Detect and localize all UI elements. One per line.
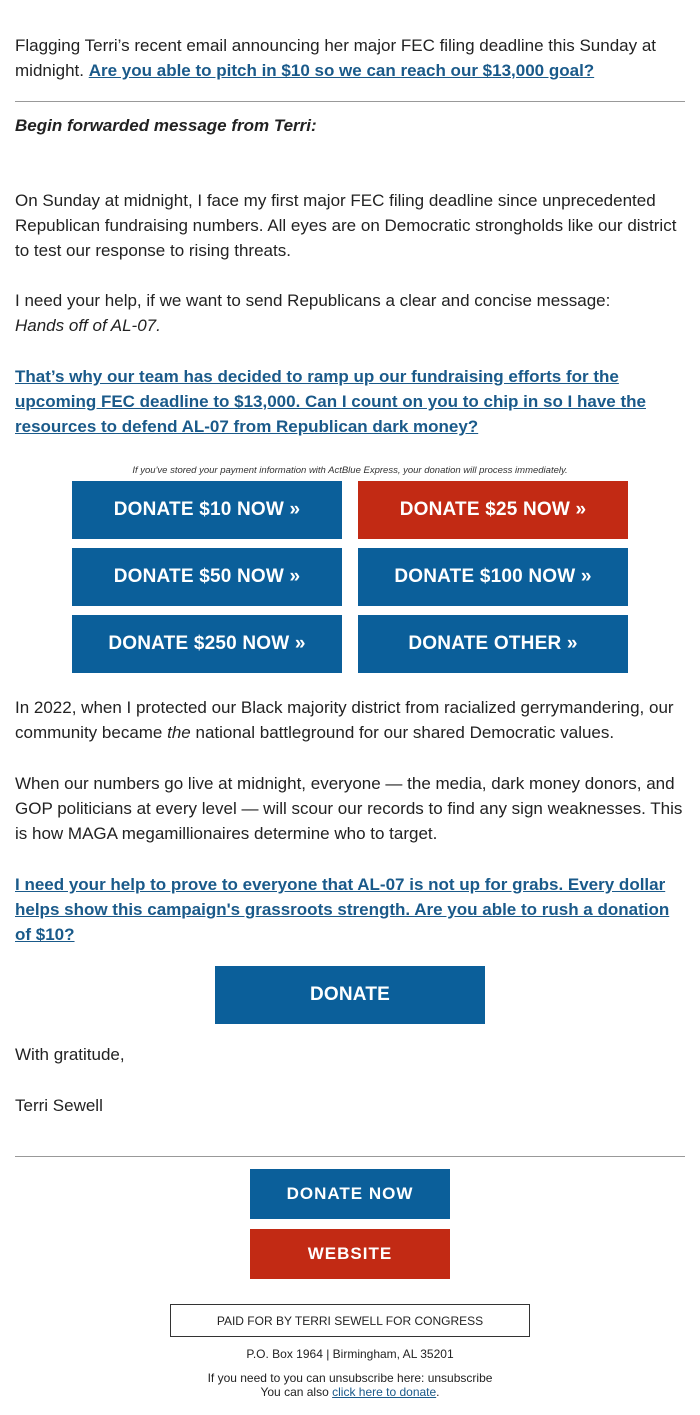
footer-also bbox=[0, 1385, 700, 1399]
footer-also-suffix: . bbox=[436, 1385, 440, 1399]
paid-for-disclaimer: PAID FOR BY TERRI SEWELL FOR CONGRESS bbox=[170, 1304, 530, 1337]
divider-top bbox=[15, 101, 685, 102]
footer-unsubscribe: If you need to you can unsubscribe here: unsubscribe bbox=[207, 1371, 493, 1385]
paragraph-link-fundraising bbox=[15, 364, 687, 439]
paragraph-2022 bbox=[15, 695, 687, 745]
paragraph-help-text: I need your help, if we want to send Republicans a clear and concise message: bbox=[15, 291, 611, 310]
donate-50-button[interactable]: DONATE $50 NOW » bbox=[72, 548, 342, 606]
paragraph-2022-after: national battleground for our shared Democratic values. bbox=[190, 723, 615, 742]
forward-heading: Begin forwarded message from Terri: bbox=[15, 116, 317, 135]
donate-10-button[interactable]: DONATE $10 NOW » bbox=[72, 481, 342, 539]
footer-also-prefix: You can also bbox=[260, 1385, 329, 1399]
intro-paragraph bbox=[15, 33, 687, 83]
divider-bottom bbox=[15, 1156, 685, 1157]
signoff: With gratitude, bbox=[15, 1045, 125, 1064]
footer-donate-link[interactable]: click here to donate bbox=[332, 1385, 437, 1399]
paragraph-help-emphasis: Hands off of AL-07. bbox=[15, 316, 161, 335]
intro-donate-link[interactable]: Are you able to pitch in $10 so we can reach our $13,000 goal? bbox=[88, 61, 595, 80]
donate-main-button[interactable]: DONATE bbox=[215, 966, 485, 1024]
paragraph-link-grassroots bbox=[15, 872, 687, 947]
intro-text: Flagging Terri’s recent email announcing her major FEC filing deadline this Sunday at midnight. bbox=[15, 36, 657, 80]
paragraph-numbers: When our numbers go live at midnight, everyone — the media, dark money donors, and GOP politicians at every level — will scour our records to find any sign weaknesses. This is how MAGA megamillionaires determine who to target. bbox=[15, 774, 683, 843]
footer-address: P.O. Box 1964 | Birmingham, AL 35201 bbox=[246, 1347, 454, 1361]
fundraising-link[interactable]: That’s why our team has decided to ramp up our fundraising efforts for the upcoming FEC deadline to $13,000. Can I count on you to chip in so I have the resources to defend AL-07 from Republican dark money? bbox=[15, 367, 646, 436]
donate-100-button[interactable]: DONATE $100 NOW » bbox=[358, 548, 628, 606]
paragraph-2022-em: the bbox=[167, 723, 191, 742]
donate-25-button[interactable]: DONATE $25 NOW » bbox=[358, 481, 628, 539]
footer-website-button[interactable]: WEBSITE bbox=[250, 1229, 450, 1279]
paragraph-2022-before: In 2022, when I protected our Black majority district from racialized gerrymandering, our community became bbox=[15, 698, 674, 742]
donate-250-button[interactable]: DONATE $250 NOW » bbox=[72, 615, 342, 673]
signature: Terri Sewell bbox=[15, 1096, 103, 1115]
footer-donate-now-button[interactable]: DONATE NOW bbox=[250, 1169, 450, 1219]
actblue-note: If you've stored your payment information with ActBlue Express, your donation will process immediately. bbox=[132, 465, 568, 476]
grassroots-link[interactable]: I need your help to prove to everyone that AL-07 is not up for grabs. Every dollar helps show this campaign's grassroots strength. Are you able to rush a donation of $10? bbox=[15, 875, 670, 944]
paragraph-help bbox=[15, 288, 687, 338]
donate-other-button[interactable]: DONATE OTHER » bbox=[358, 615, 628, 673]
paragraph-deadline: On Sunday at midnight, I face my first major FEC filing deadline since unprecedented Republican fundraising numbers. All eyes are on Democratic strongholds like our district to test our response to rising threats. bbox=[15, 191, 677, 260]
